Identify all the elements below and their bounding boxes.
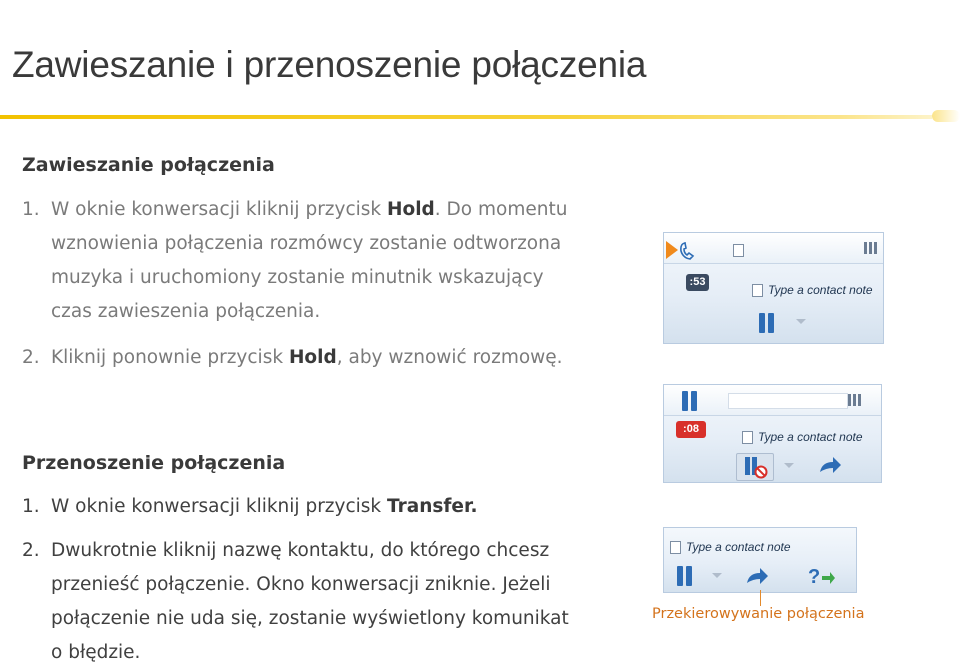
step-number: 1. — [22, 199, 40, 220]
section-heading-transfer: Przenoszenie połączenia — [22, 452, 286, 474]
step-bold: Hold — [288, 347, 337, 368]
step-text-rest: , aby wznowić rozmowę. — [336, 347, 563, 368]
hold-step-2 — [22, 341, 642, 375]
chevron-down-icon[interactable] — [784, 463, 794, 469]
transfer-step-1 — [22, 490, 642, 524]
transfer-arrow-icon[interactable] — [817, 453, 843, 475]
screenshot-hold-resume — [663, 384, 882, 483]
step-line: przenieść połączenie. Okno konwersacji zniknie. Jeżeli — [51, 574, 551, 595]
svg-text:?: ? — [808, 566, 821, 586]
step-text: Kliknij ponownie przycisk — [51, 347, 289, 368]
step-number: 2. — [22, 347, 40, 368]
hold-button-active[interactable] — [736, 453, 774, 481]
phone-ringing-icon — [666, 239, 704, 261]
hold-button-top[interactable] — [682, 391, 700, 411]
contact-note-checkbox[interactable] — [752, 284, 763, 297]
step-text: W oknie konwersacji kliknij przycisk — [51, 496, 387, 517]
step-number: 1. — [22, 496, 40, 517]
step-text-rest: . Do momentu — [434, 199, 568, 220]
hold-timer: :53 — [686, 274, 709, 291]
screenshot-caption: Przekierowywanie połączenia — [652, 606, 865, 622]
contact-note-text[interactable]: Type a contact note — [768, 283, 873, 297]
strip-checkbox[interactable] — [733, 244, 744, 257]
step-bold: Transfer. — [387, 496, 478, 517]
status-field — [728, 393, 848, 409]
screenshot-hold-active — [663, 232, 884, 344]
caption-pointer — [760, 590, 761, 606]
step-line: czas zawieszenia połączenia. — [51, 301, 321, 322]
stop-icon — [754, 465, 768, 479]
step-line: wznowienia połączenia rozmówcy zostanie odtworzona — [51, 233, 562, 254]
step-text: W oknie konwersacji kliknij przycisk — [51, 199, 387, 220]
step-bold: Hold — [387, 199, 435, 220]
phone-settings-icon[interactable] — [862, 239, 882, 257]
title-underline — [0, 115, 932, 119]
contact-note-checkbox[interactable] — [742, 431, 753, 444]
step-line: muzyka i uruchomiony zostanie minutnik wskazujący — [51, 267, 544, 288]
help-transfer-icon[interactable] — [808, 564, 836, 586]
phone-settings-icon[interactable] — [846, 391, 866, 409]
transfer-arrow-icon[interactable] — [744, 564, 770, 586]
step-line: połączenie nie uda się, zostanie wyświetlony komunikat — [51, 608, 569, 629]
contact-note-text[interactable]: Type a contact note — [758, 430, 863, 444]
title-underline-fade — [932, 110, 960, 122]
step-line: Dwukrotnie kliknij nazwę kontaktu, do którego chcesz — [51, 540, 550, 561]
screenshot-transfer — [663, 527, 857, 593]
hold-button[interactable] — [677, 566, 695, 586]
hold-timer: :08 — [676, 421, 706, 438]
step-line: o błędzie. — [51, 642, 141, 663]
hold-step-1 — [22, 193, 622, 329]
step-number: 2. — [22, 540, 40, 561]
section-heading-hold: Zawieszanie połączenia — [22, 154, 275, 176]
hold-button[interactable] — [759, 313, 777, 333]
chevron-down-icon[interactable] — [712, 573, 722, 579]
page-title: Zawieszanie i przenoszenie połączenia — [12, 44, 647, 85]
contact-note-checkbox[interactable] — [670, 541, 681, 554]
chevron-down-icon[interactable] — [796, 319, 806, 325]
transfer-step-2 — [22, 534, 642, 670]
contact-note-text[interactable]: Type a contact note — [686, 540, 791, 554]
